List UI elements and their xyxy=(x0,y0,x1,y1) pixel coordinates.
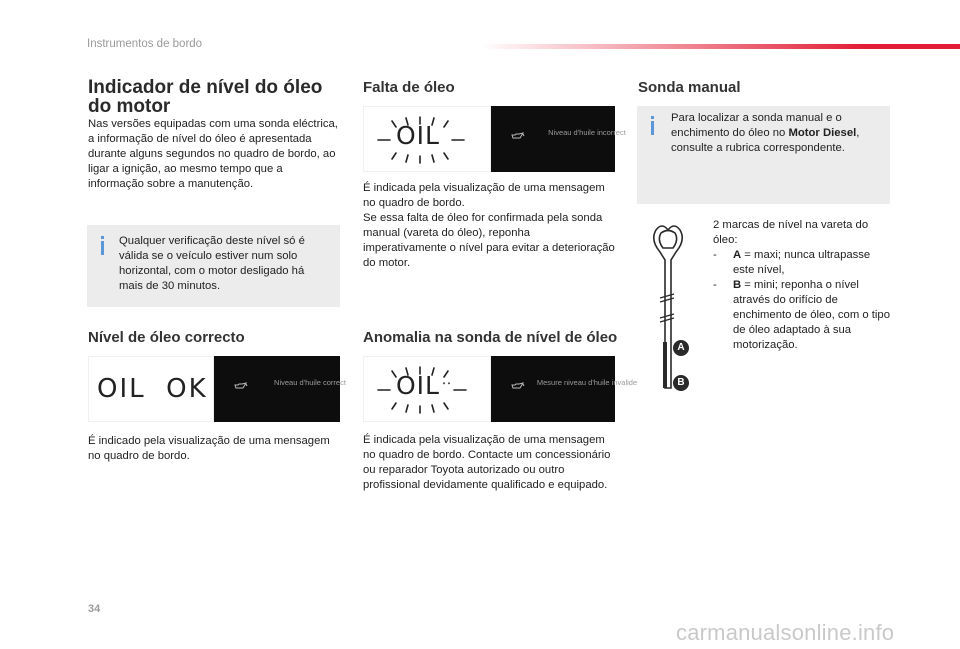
info-note-text: Para localizar a sonda manual e o enchimento do óleo no Motor Diesel, consulte a rubrica correspondente. xyxy=(671,112,860,154)
section-title-sensor-fault: Anomalia na sonda de nível de óleo xyxy=(363,329,618,346)
header-accent-line xyxy=(480,44,960,49)
page-number: 34 xyxy=(88,603,101,615)
oil-text: OIL xyxy=(396,121,440,150)
display-message: Niveau d'huile incorrect xyxy=(548,128,626,137)
intro-paragraph: Nas versões equipadas com uma sonda eléctrica, a informação de nível do óleo é apresentada durante alguns segundos no quadro de bordo, ao ligar a ignição, ao mesmo tempo que a informação sobre a manutenção. xyxy=(88,118,338,190)
page-title: Indicador de nível do óleo do motor xyxy=(88,77,323,117)
section-title-dipstick: Sonda manual xyxy=(638,79,741,96)
display-low-oil xyxy=(363,106,626,172)
display-sensor-fault xyxy=(363,356,638,422)
info-note-dipstick xyxy=(637,106,890,204)
sensor-fault-text: É indicada pela visualização de uma mensagem no quadro de bordo. Contacte um concessionário ou reparador Toyota autorizado ou outro profissional devidamente qualificado e equipado. xyxy=(363,434,611,491)
mark-a-label: A xyxy=(677,342,685,353)
oil-ok-text: OIL OK xyxy=(97,374,208,404)
display-oil-ok xyxy=(88,356,346,422)
oil-can-icon xyxy=(511,132,525,141)
watermark: carmanualsonline.info xyxy=(676,620,895,645)
info-icon xyxy=(651,116,654,135)
dipstick-illustration xyxy=(640,222,696,400)
list-item: - B = mini; reponha o nível através do orifício de enchimento de óleo, com o tipo de óleo adaptado à sua motorização. xyxy=(713,279,890,351)
section-title-oil-correct: Nível de óleo correcto xyxy=(88,329,245,346)
display-message: Mesure niveau d'huile invalide xyxy=(536,378,638,387)
list-item: - A = maxi; nunca ultrapasse este nível, xyxy=(713,249,871,276)
oil-text: OIL xyxy=(396,371,440,400)
mark-b-label: B xyxy=(677,377,685,388)
low-oil-text: É indicada pela visualização de uma mensagem no quadro de bordo. Se essa falta de óleo for confirmada pela sonda manual (vareta do óleo), reponha imperativamente o nível para evitar a deterioração do motor. xyxy=(363,182,615,269)
info-note xyxy=(87,225,340,307)
display-message: Niveau d'huile correct xyxy=(274,378,346,387)
header-title: Instrumentos de bordo xyxy=(87,38,203,50)
info-note-text: Qualquer verificação deste nível só é válida se o veículo estiver num solo horizontal, com o motor desligado há mais de 30 minutos. xyxy=(119,235,305,292)
section-title-low-oil: Falta de óleo xyxy=(363,79,455,96)
info-icon xyxy=(101,236,104,255)
oil-can-icon xyxy=(511,382,525,391)
dipstick-marks-list xyxy=(713,248,893,353)
dipstick-intro: 2 marcas de nível na vareta do óleo: xyxy=(713,219,869,246)
oil-correct-text: É indicado pela visualização de uma mensagem no quadro de bordo. xyxy=(88,435,330,462)
oil-can-icon xyxy=(234,382,248,391)
